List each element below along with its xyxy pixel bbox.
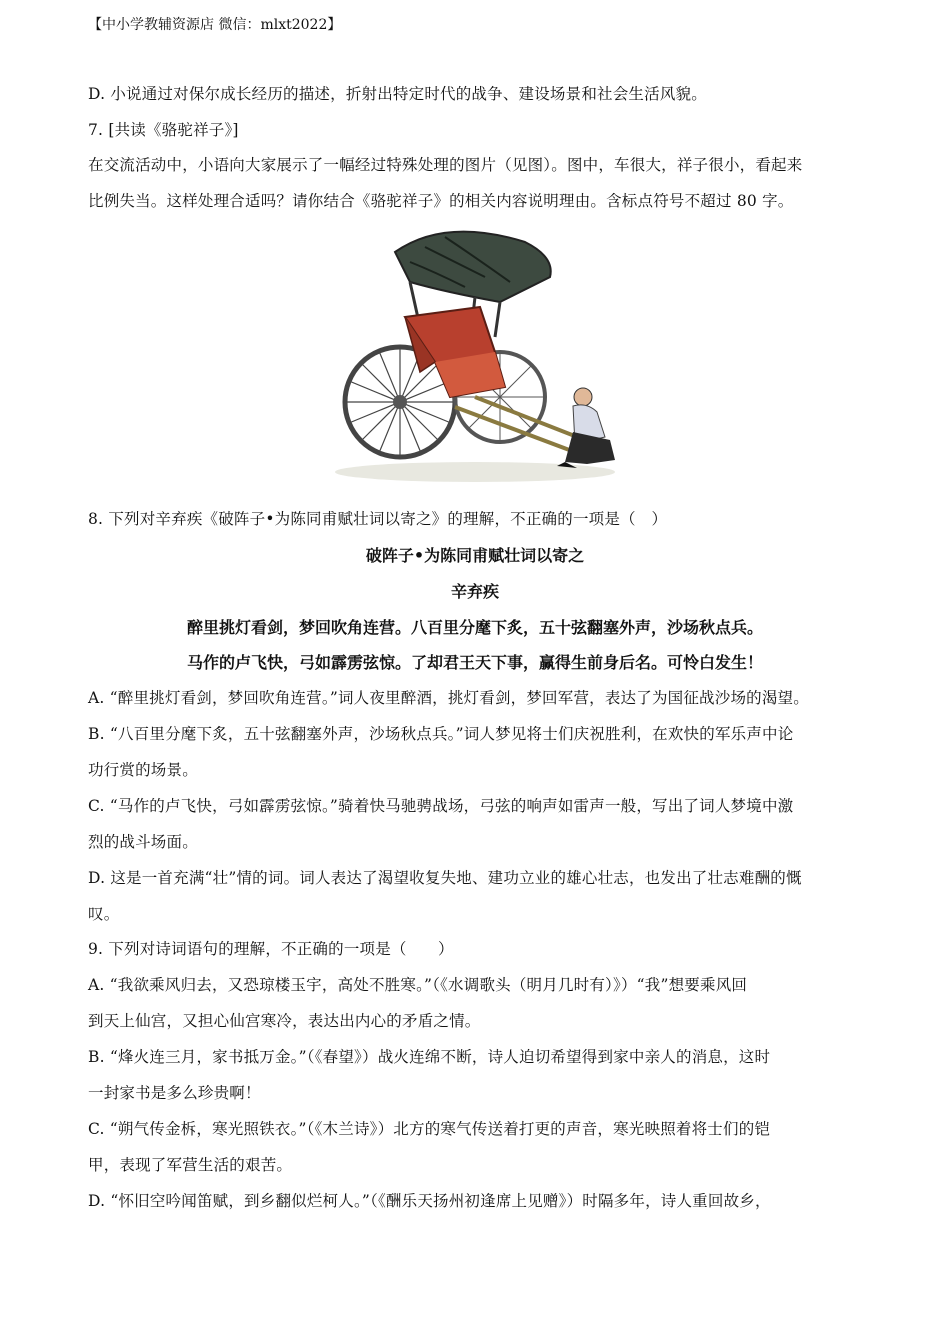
question-8-option-d-1: D. 这是一首充满“壮”情的词。词人表达了渴望收复失地、建功立业的雄心壮志，也发出了壮志难酬的慨 xyxy=(88,869,802,887)
question-8-option-d-2: 叹。 xyxy=(88,905,120,923)
rickshaw-illustration xyxy=(325,222,635,492)
question-8-option-b-2: 功行赏的场景。 xyxy=(88,761,198,779)
question-8-option-b-1: B. “八百里分麾下炙，五十弦翻塞外声，沙场秋点兵。”词人梦见将士们庆祝胜利，在欢快的军乐声中论 xyxy=(88,725,794,743)
poem-line-1: 醉里挑灯看剑，梦回吹角连营。八百里分麾下炙，五十弦翻塞外声，沙场秋点兵。 xyxy=(186,618,763,637)
question-9-option-d-1: D. “怀旧空吟闻笛赋，到乡翻似烂柯人。”（《酬乐天扬州初逢席上见赠》）时隔多年，诗人重回故乡， xyxy=(88,1192,771,1210)
question-7-text-2: 比例失当。这样处理合适吗？请你结合《骆驼祥子》的相关内容说明理由。含标点符号不超过 80 字。 xyxy=(88,192,794,210)
question-9-option-a-1: A. “我欲乘风归去，又恐琼楼玉宇，高处不胜寒。”（《水调歌头（明月几时有）》）“我”想要乘风回 xyxy=(88,976,748,994)
question-8-option-a: A. “醉里挑灯看剑，梦回吹角连营。”词人夜里醉酒，挑灯看剑，梦回军营，表达了为国征战沙场的渴望。 xyxy=(88,689,809,707)
question-8-title: 8. 下列对辛弃疾《破阵子•为陈同甫赋壮词以寄之》的理解，不正确的一项是（ ） xyxy=(88,510,668,528)
question-9-option-c-2: 甲，表现了军营生活的艰苦。 xyxy=(88,1156,293,1174)
question-9-option-b-1: B. “烽火连三月，家书抵万金。”（《春望》）战火连绵不断，诗人迫切希望得到家中亲人的消息，这时 xyxy=(88,1048,771,1066)
question-7-title: 7. [共读《骆驼祥子》] xyxy=(88,121,239,139)
question-9-option-b-2: 一封家书是多么珍贵啊！ xyxy=(88,1084,261,1102)
question-9-title: 9. 下列对诗词语句的理解，不正确的一项是（ ） xyxy=(88,940,454,958)
poem-author: 辛弃疾 xyxy=(450,582,499,601)
poem-title: 破阵子•为陈同甫赋壮词以寄之 xyxy=(365,546,585,565)
question-9-option-a-2: 到天上仙宫，又担心仙宫寒冷，表达出内心的矛盾之情。 xyxy=(88,1012,481,1030)
option-d-previous: D. 小说通过对保尔成长经历的描述，折射出特定时代的战争、建设场景和社会生活风貌。 xyxy=(88,85,707,103)
question-8-option-c-2: 烈的战斗场面。 xyxy=(88,833,198,851)
poem-line-2: 马作的卢飞快，弓如霹雳弦惊。了却君王天下事，赢得生前身后名。可怜白发生！ xyxy=(186,653,763,672)
question-8-option-c-1: C. “马作的卢飞快，弓如霹雳弦惊。”骑着快马驰骋战场，弓弦的响声如雷声一般，写出了词人梦境中激 xyxy=(88,797,794,815)
question-9-option-c-1: C. “朔气传金柝，寒光照铁衣。”（《木兰诗》）北方的寒气传送着打更的声音，寒光映照着将士们的铠 xyxy=(88,1120,771,1138)
question-7-text-1: 在交流活动中，小语向大家展示了一幅经过特殊处理的图片（见图）。图中，车很大，祥子很小，看起来 xyxy=(88,156,803,174)
page-header: 【中小学教辅资源店 微信：mlxt2022】 xyxy=(88,17,342,33)
